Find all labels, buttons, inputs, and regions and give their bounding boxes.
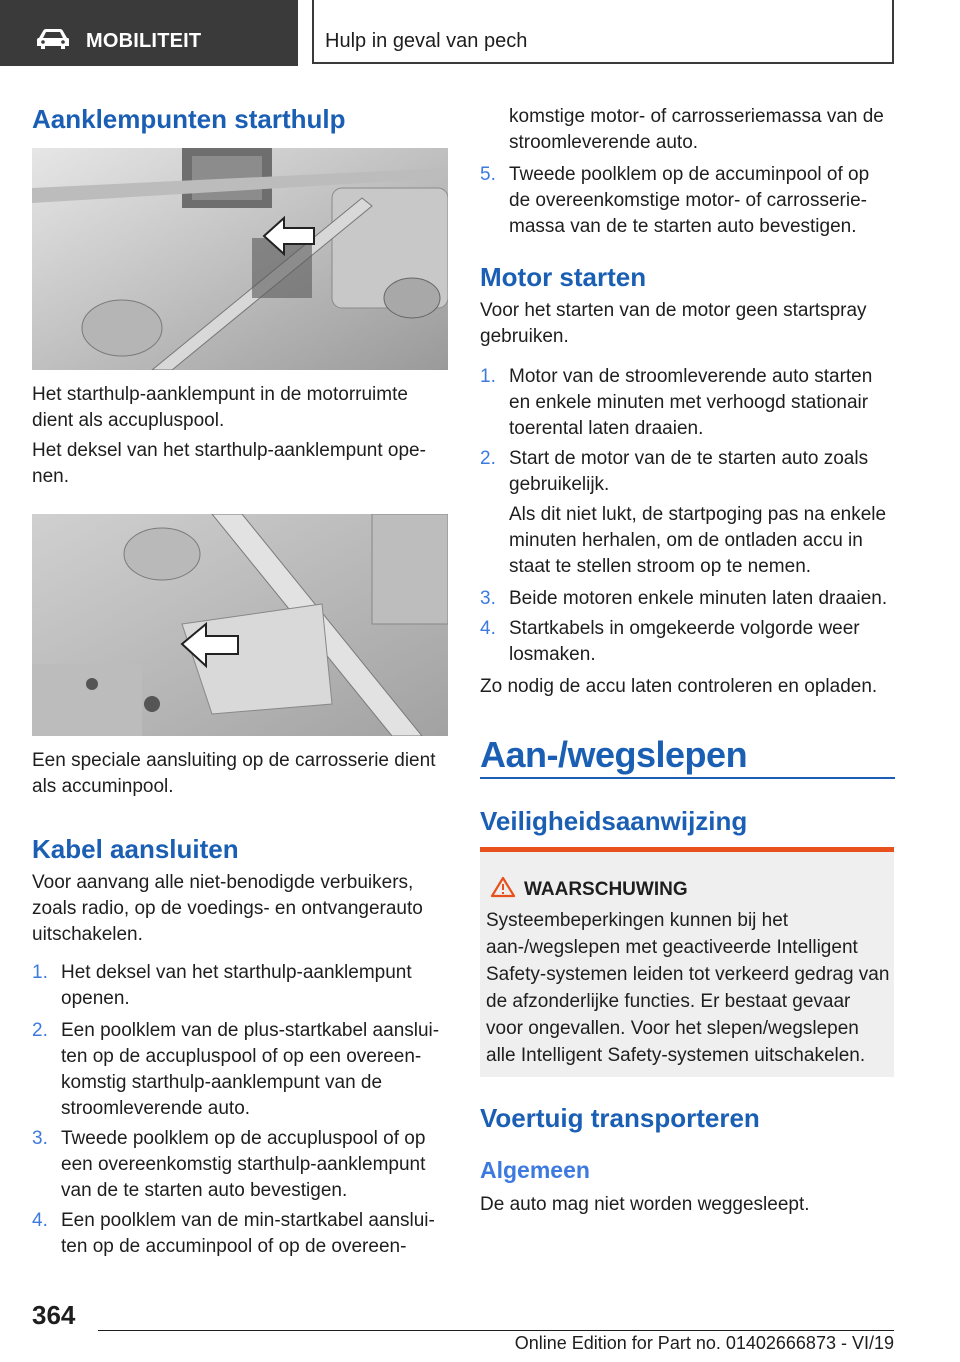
- paragraph-weggesleept: De auto mag niet worden weggesleept.: [480, 1194, 810, 1215]
- footer-rule: [98, 1330, 894, 1331]
- paragraph-pluspool: Het starthulp-aanklempunt in de motorruimte dient als accupluspool.: [32, 384, 408, 431]
- heading-motor-starten: Motor starten: [480, 262, 647, 292]
- list-number: 1.: [480, 366, 496, 387]
- page-header: [0, 0, 960, 66]
- warning-text: Systeembeperkingen kunnen bij het aan-/wegslepen met geactiveerde Intelligent Safety-systemen leiden tot verkeerd gedrag van de afzonderlijke functies. Er bestaat gevaar voor ongevallen. Voor het slepen/wegslepen alle Intelligent Safety-systemen uitschakelen.: [486, 910, 890, 1066]
- list-number: 1.: [32, 962, 48, 983]
- heading-underline: [480, 777, 895, 779]
- header-title: Hulp in geval van pech: [325, 30, 528, 52]
- list-number: 4.: [32, 1210, 48, 1231]
- heading-aanklempunten: Aanklempunten starthulp: [32, 104, 346, 134]
- warning-triangle-icon: [490, 876, 516, 898]
- list-text: Een poolklem van de min-startkabel aansluiten op de accuminpool of op de overeen-: [61, 1210, 435, 1257]
- list-text: Startkabels in omgekeerde volgorde weer losmaken.: [509, 618, 860, 665]
- list-text: Beide motoren enkele minuten laten draaien.: [509, 588, 888, 609]
- list-text: Een poolklem van de plus-startkabel aansluiten op de accupluspool of op een overeenkomstig starthulp-aanklempunt van de stroomleverende auto.: [61, 1020, 440, 1119]
- heading-kabel-aansluiten: Kabel aansluiten: [32, 834, 239, 864]
- engine-bay-image-minus-terminal: [32, 514, 448, 736]
- list-continuation: komstige motor- of carrosseriemassa van de stroomleverende auto.: [509, 106, 884, 153]
- list-text: Start de motor van de te starten auto zoals gebruikelijk.: [509, 448, 869, 495]
- paragraph-verbruikers: Voor aanvang alle niet-benodigde verbuikers, zoals radio, op de voedings- en ontvangerauto uitschakelen.: [32, 872, 423, 945]
- list-text: Tweede poolklem op de accuminpool of op de overeenkomstige motor- of carrosseriemassa van de te starten auto bevestigen.: [509, 164, 870, 237]
- engine-bay-image-plus-terminal: [32, 148, 448, 370]
- heading-veiligheidsaanwijzing: Veiligheidsaanwijzing: [480, 806, 748, 836]
- section-tab: [0, 0, 298, 66]
- list-number: 3.: [32, 1128, 48, 1149]
- edition-text: Online Edition for Part no. 01402666873 - VI/19: [514, 1333, 894, 1353]
- section-label: MOBILITEIT: [86, 30, 202, 52]
- warning-box: [480, 847, 894, 1077]
- list-text: Motor van de stroomleverende auto starten en enkele minuten met verhoogd stationair toerental laten draaien.: [509, 366, 873, 439]
- list-text: Tweede poolklem op de accupluspool of op een overeenkomstig starthulp-aanklempunt van de te starten auto bevestigen.: [61, 1128, 426, 1201]
- paragraph-minpool: Een speciale aansluiting op de carrosserie dient als accuminpool.: [32, 750, 436, 797]
- paragraph-startspray: Voor het starten van de motor geen startspray gebruiken.: [480, 300, 867, 347]
- car-icon: [36, 28, 70, 50]
- list-number: 2.: [480, 448, 496, 469]
- list-number: 2.: [32, 1020, 48, 1041]
- heading-algemeen: Algemeen: [480, 1157, 590, 1183]
- list-text: Het deksel van het starthulp-aanklempunt openen.: [61, 962, 412, 1009]
- heading-voertuig-transporteren: Voertuig transporteren: [480, 1103, 760, 1133]
- list-text: Als dit niet lukt, de startpoging pas na enkele minuten herhalen, om de ontladen accu in staat te stellen stroom op te nemen.: [509, 504, 887, 577]
- list-number: 5.: [480, 164, 496, 185]
- list-number: 4.: [480, 618, 496, 639]
- paragraph-deksel: Het deksel van het starthulp-aanklempunt openen.: [32, 440, 426, 487]
- list-number: 3.: [480, 588, 496, 609]
- heading-aan-wegslepen: Aan-/wegslepen: [480, 734, 748, 775]
- page-number: 364: [32, 1300, 76, 1330]
- warning-title: WAARSCHUWING: [524, 879, 688, 900]
- paragraph-accu-controleren: Zo nodig de accu laten controleren en opladen.: [480, 676, 878, 697]
